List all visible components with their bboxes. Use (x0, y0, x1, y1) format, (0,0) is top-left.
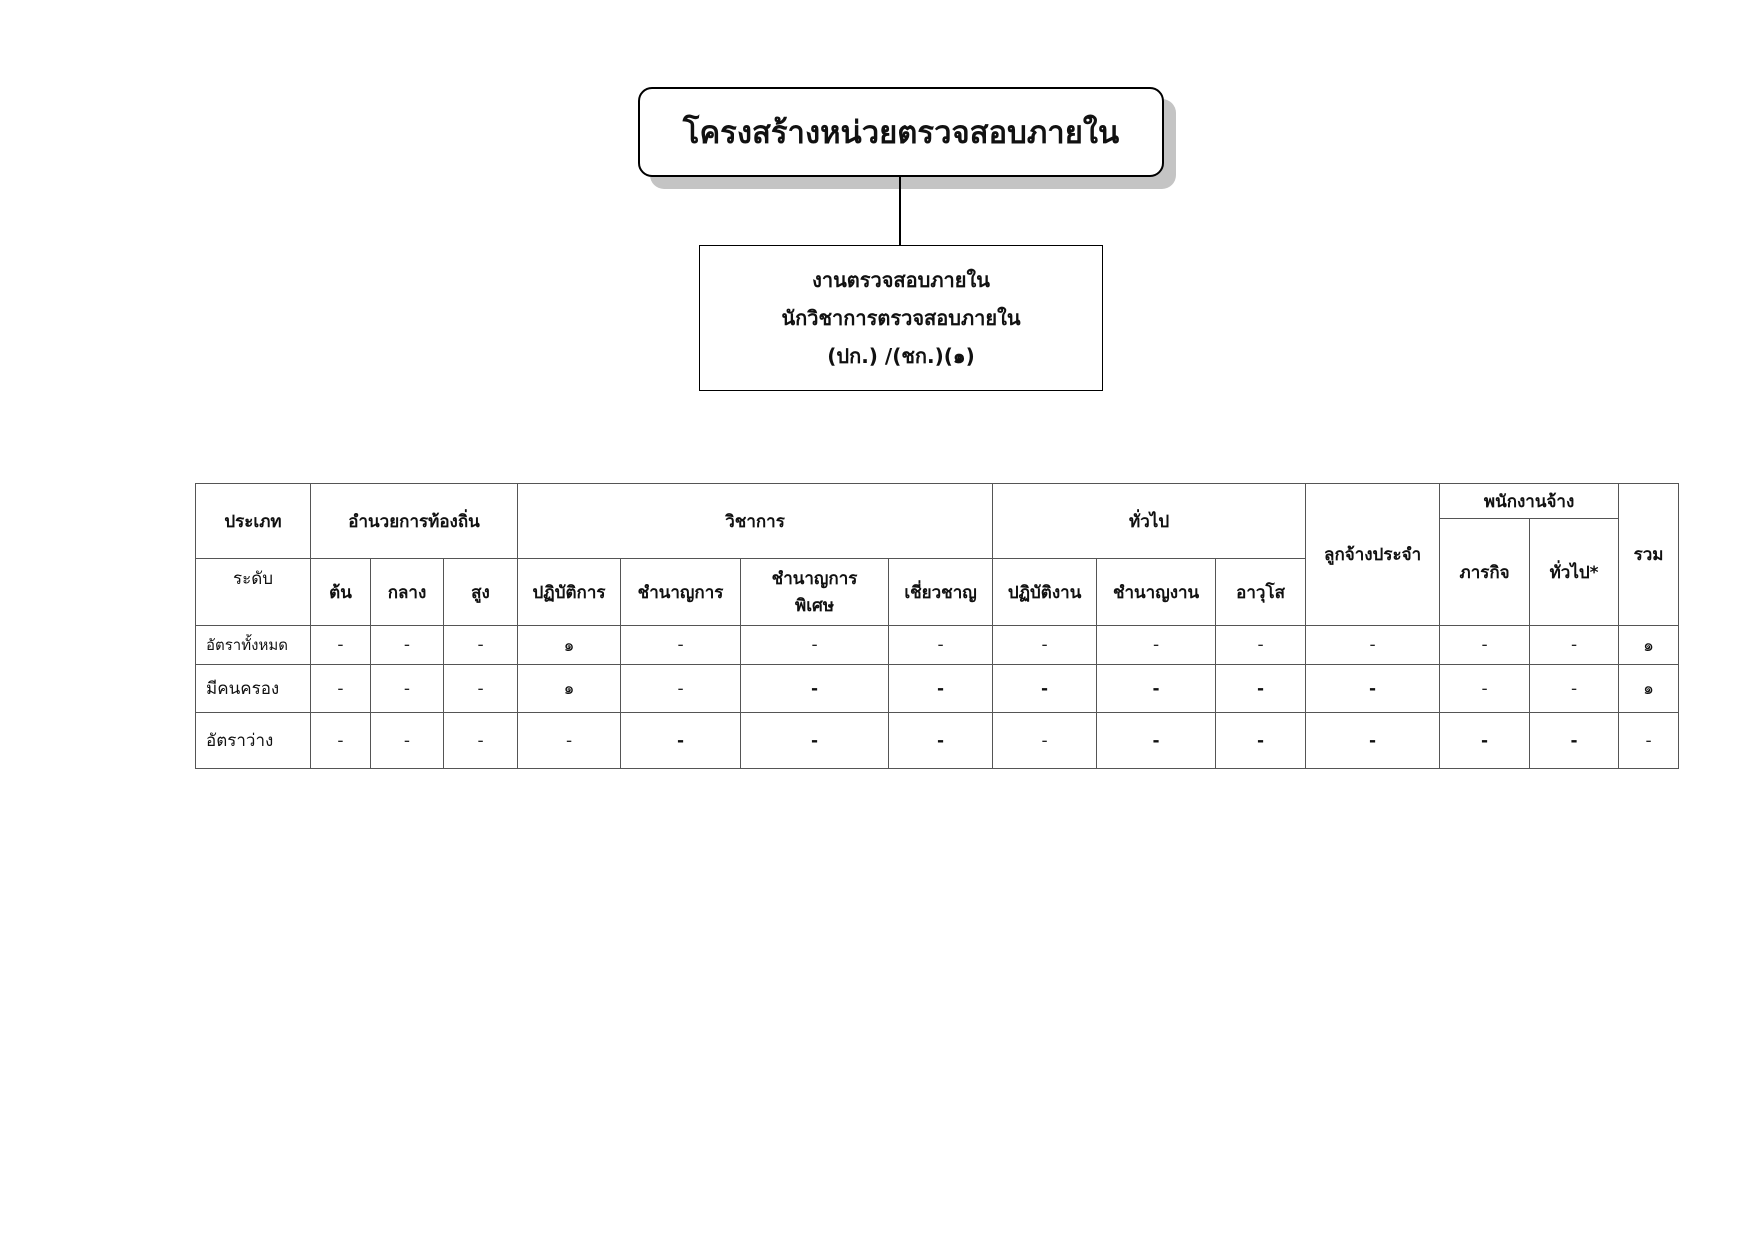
unit-name: งานตรวจสอบภายใน (812, 268, 990, 292)
org-chart-connector (899, 177, 901, 245)
table-cell: - (1619, 713, 1679, 769)
table-cell: - (1530, 713, 1619, 769)
table-cell: - (621, 626, 741, 665)
table-cell: - (741, 665, 889, 713)
table-cell: - (1306, 713, 1440, 769)
sub-header-mission: ภารกิจ (1440, 519, 1530, 626)
header-type: ประเภท (196, 484, 311, 559)
table-row (196, 626, 1679, 665)
table-cell: ๑ (518, 665, 621, 713)
staffing-table (195, 483, 1679, 769)
table-cell: - (1440, 665, 1530, 713)
sub-header-expert: เชี่ยวชาญ (889, 559, 993, 626)
table-cell: - (1216, 626, 1306, 665)
table-cell: - (444, 626, 518, 665)
table-cell: - (889, 713, 993, 769)
table-cell: - (1216, 665, 1306, 713)
sub-header-senior: สูง (444, 559, 518, 626)
table-cell: - (1530, 665, 1619, 713)
table-cell: - (621, 665, 741, 713)
sub-header-senior-general: อาวุโส (1216, 559, 1306, 626)
header-contract-staff: พนักงานจ้าง (1440, 484, 1619, 519)
table-cell: - (311, 626, 371, 665)
table-cell: - (993, 626, 1097, 665)
header-level: ระดับ (196, 559, 311, 626)
row-label: อัตราว่าง (196, 713, 311, 769)
sub-header-general-contract: ทั่วไป* (1530, 519, 1619, 626)
internal-audit-unit-box (699, 245, 1103, 391)
unit-position-level: (ปก.) /(ชก.)(๑) (827, 344, 975, 368)
table-cell: - (444, 665, 518, 713)
table-cell: - (444, 713, 518, 769)
table-cell: - (889, 626, 993, 665)
table-cell: ๑ (518, 626, 621, 665)
table-row (196, 665, 1679, 713)
table-cell: - (311, 713, 371, 769)
org-chart-title-text: โครงสร้างหน่วยตรวจสอบภายใน (682, 115, 1120, 151)
org-chart-title (638, 87, 1164, 177)
table-cell: - (621, 713, 741, 769)
table-cell: - (1440, 713, 1530, 769)
table-cell: - (889, 665, 993, 713)
table-cell: - (1097, 713, 1216, 769)
table-cell: - (371, 626, 444, 665)
sub-header-junior: ต้น (311, 559, 371, 626)
sub-header-experienced: ชำนาญงาน (1097, 559, 1216, 626)
table-cell: - (993, 665, 1097, 713)
table-cell: - (993, 713, 1097, 769)
sub-header-senior-professional: ชำนาญการ พิเศษ (741, 559, 889, 626)
table-cell: - (518, 713, 621, 769)
header-local-admin: อำนวยการท้องถิ่น (311, 484, 518, 559)
table-cell: ๑ (1619, 665, 1679, 713)
header-total: รวม (1619, 484, 1679, 626)
header-academic: วิชาการ (518, 484, 993, 559)
table-cell: - (1530, 626, 1619, 665)
table-cell: - (741, 626, 889, 665)
table-cell: - (371, 713, 444, 769)
sub-header-professional: ชำนาญการ (621, 559, 741, 626)
table-cell: - (371, 665, 444, 713)
sub-header-practitioner: ปฏิบัติการ (518, 559, 621, 626)
row-label: มีคนครอง (196, 665, 311, 713)
table-cell: - (311, 665, 371, 713)
header-general: ทั่วไป (993, 484, 1306, 559)
table-cell: - (741, 713, 889, 769)
table-cell: ๑ (1619, 626, 1679, 665)
table-cell: - (1440, 626, 1530, 665)
unit-position: นักวิชาการตรวจสอบภายใน (781, 306, 1021, 330)
sub-header-middle: กลาง (371, 559, 444, 626)
table-cell: - (1097, 626, 1216, 665)
header-permanent-employee: ลูกจ้างประจำ (1306, 484, 1440, 626)
table-cell: - (1306, 626, 1440, 665)
table-row (196, 713, 1679, 769)
sub-header-operational: ปฏิบัติงาน (993, 559, 1097, 626)
table-cell: - (1216, 713, 1306, 769)
table-cell: - (1097, 665, 1216, 713)
table-cell: - (1306, 665, 1440, 713)
row-label: อัตราทั้งหมด (196, 626, 311, 665)
